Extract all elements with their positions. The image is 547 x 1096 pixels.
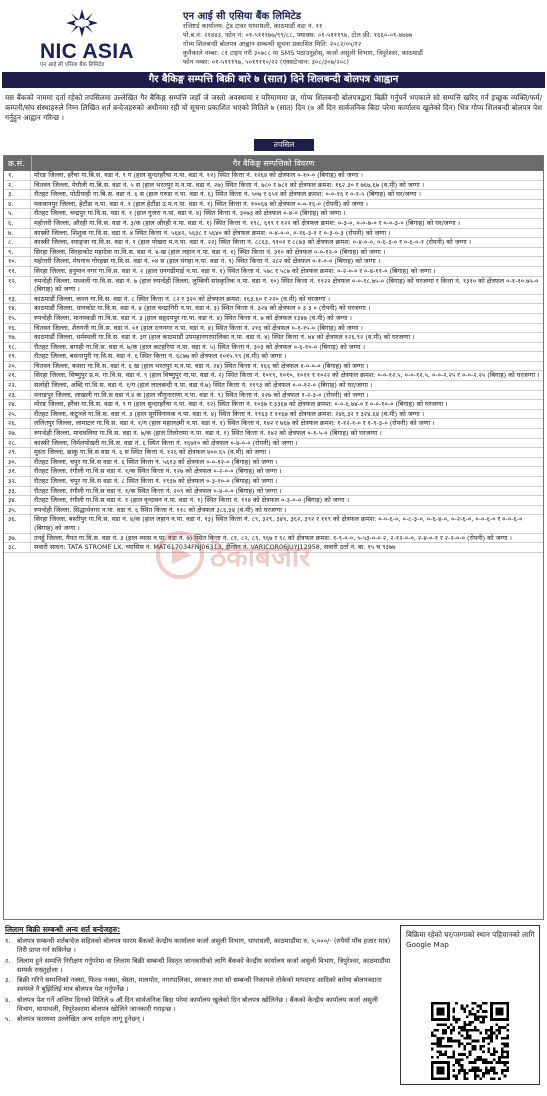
term-item — [5, 1015, 395, 1024]
term-text: बोलपत्र पेश गर्ने अन्तिम दिनको मितिले ७ औं दिन सार्वजनिक बिदा परेमा कार्यालय खुलेको दिन बोलपत्र खोलिनेछ । बैंकको केन्द्रीय कार्यालय कर्जा असुली विभाग, थापाथली, त्रिपुरेश्वरमा बोलपत्र खोलिने जानकारी गराइन्छ । — [17, 995, 378, 1014]
row-serial: १४. — [4, 304, 31, 313]
row-serial: ३५. — [4, 506, 31, 515]
row-description: सिरहा जिल्ला, विष्णुपुर प्र.म. गा.वि.स. वडा नं. ९ (हाल विष्णुपुर गा.पा. वडा नं. २) स्थित कित्ता नं. १०१९, १०१०, १०११ र १०२२ को क्षेत्रफल क्रमश: ०-०-१२.५, ०-०-१२.५, ०-०-२.२५ र ०-०-२.२५ (बिगाह) को घरजग्गा । — [34, 371, 540, 380]
table-row — [4, 515, 543, 533]
row-serial: २२. — [4, 381, 31, 390]
table-header — [4, 156, 543, 171]
row-serial: १२. — [4, 277, 31, 294]
row-description: सवारी साधन: TATA STROME LX, च्यासिस नं. MAT617034FNJ06313, ईन्जिन नं. VARICOR06JUYJ12958, सवारी दर्ता नं. बा. १५ च ९३७७ — [34, 543, 396, 552]
row-serial: ६. — [4, 219, 31, 228]
row-description: सिरहा जिल्ला, सिरहाकोट महादेवा गा.वि.स. वडा नं. ४-ख (हाल लहान न.पा. वडा नं. १) स्थित कित्ता नं. ३१० को क्षेत्रफल ०-०-१२-० (बिगाह) को जग्गा । — [34, 247, 386, 256]
intro-paragraph: यस बैंकको नाममा दर्ता रहेको तपसिलमा उल्लेखित गैर बैकिङ्ग सम्पत्ति जहाँ जे जस्तो अवस्थामा र परिमाणमा छ, गोप्य शिलबन्दी बोलपत्रद्वारा बिक्री गर्नुपर्ने भएकाले सो सम्पत्ति खरिद गर्न इच्छुक व्यक्ति/फर्म/कम्पनी/संघ संस्थाहरुले निम्न लिखित शर्त बन्देजहरुको अधीनमा रही यो सूचना प्रकाशित भएको मितिले ७ (सात) दिन (७ औं दिन सार्वजनिक बिदा परेमा कार्यालय खुलेको दिन) भित्र गोप्य शिलबन्दी बोलपत्र पेश गर्नुहुन आह्वान गरिन्छ । — [5, 93, 542, 123]
table-row — [4, 381, 543, 391]
row-description: काठमाडौं जिल्ला, धर्मस्थली गा.वि.स. वडा नं. ३ग (हाल काठमाडौं उपमहानगरपालिका न.पा. वडा नं. ४) स्थित कित्ता नं. ७४ को क्षेत्रफल १२६.९२ (व.मी) को घरजग्गा । — [34, 333, 415, 342]
table-row — [4, 506, 543, 516]
term-number: ५. — [5, 1015, 11, 1024]
row-serial: १०. — [4, 257, 31, 266]
term-number: १. — [5, 937, 11, 945]
header-line: फोन नम्बर: ०१-५१११९७, ५०१९११०/२२ (एक्सटेन्सन: ३०८/३०७/२०८) — [183, 58, 349, 66]
row-serial: १. — [4, 171, 31, 180]
row-description: मुस्ता जिल्ला, छाकु गा.वि.स वडा नं. ६ स स्थित कित्ता नं. १२६ को क्षेत्रफल ४००.६५ (व.मी) को जग्गा । — [34, 448, 271, 457]
logo-text: NIC ASIA — [40, 40, 134, 63]
term-number: ३. — [5, 976, 11, 985]
terms-list — [5, 937, 395, 1026]
table-row — [4, 238, 543, 248]
term-text: बिक्री गरिने सम्पत्तिको नक्सा, फिल्ड नक्सा, श्रेस्ता, मालपोत, नगरपालिका, सरकार तथा सो सम्बन्धी निकायले तोकेको मापदण्ड आदिको बारेमा बोलपत्रदाता स्वयम्ले नै बुझिलिई मात्र बोलपत्र पेश गर्नुपर्नेछ । — [17, 976, 382, 994]
table-row — [4, 295, 543, 305]
row-serial: ३४. — [4, 496, 31, 505]
row-description: रौतहट जिल्ला, चन्द्रपुर गा.वि.स. वडा नं. १ (हाल गुजरा न.पा. वडा नं. ४) स्थित कित्ता नं. ३०७३ को क्षेत्रफल ०-४-० (बिगाह) को जग्गा । — [34, 209, 346, 218]
table-row — [4, 477, 543, 487]
row-serial: २. — [4, 181, 31, 190]
table-body — [4, 171, 543, 553]
row-serial: ७. — [4, 229, 31, 238]
bank-name: एन आई सी एसिया बैंक लिमिटेड — [183, 11, 301, 22]
row-serial: १६. — [4, 324, 31, 333]
row-description: मोरङ जिल्ला, हरैंचा गा.बि.स. वडा नं. ९ ग (हाल सुन्दरहरैंचा न.पा. वडा नं. १२) स्थित कित्ता नं. १२६४ को क्षेत्रफल ०-१०-० (बिगाह) को जग्गा । — [34, 171, 363, 179]
row-serial: १३. — [4, 295, 31, 304]
row-description: महोत्तरी जिल्ला, औरही गा.वि.स. वडा नं. ३/क (हाल औरही न.पा. वडा नं. १) स्थित कित्ता नं. १९८, ६१९ र १२२ को क्षेत्रफल क्रमश: ०-३-०, ०-०-७-० र ०-०-३-० (बिगाह) को घर/जग्गा । — [34, 218, 461, 227]
term-number: २. — [5, 956, 11, 965]
table-row — [4, 209, 543, 219]
row-description: काठमाडौं जिल्ला, कपन गा.वि.स. वडा नं. ८ स्थित कित्ता नं. ८२ र ३२० को क्षेत्रफल क्रमश: १६३.६० र २२० (व.मी) को घरजग्गा । — [34, 294, 331, 303]
table-row — [4, 448, 543, 458]
table-row — [4, 200, 543, 210]
row-serial: १५. — [4, 314, 31, 323]
row-serial: ५. — [4, 209, 31, 218]
row-description: रौतहट जिल्ला, कटुञ्जे गा.वि.स. वडा नं. ३ (हाल सूर्यविनायक न.पा. वडा नं. ४) स्थित कित्ता नं. ११६३ र ११६७ को क्षेत्रफल क्रमश: २४६.३२ र ३२४.६४ (व.मी) को जग्गा । — [34, 409, 425, 418]
row-serial: १७. — [4, 333, 31, 342]
row-description: रुपन्देही जिल्ला, मानपकडी गा.वि.स. वडा नं. ३ (हाल सहृदयपुर गा.पा. वडा नं. ४) स्थित कित्ता नं. ७ को क्षेत्रफल १३४७ (व.मी) को जग्गा । — [34, 313, 352, 322]
row-serial: ८. — [4, 238, 31, 247]
header-line: पो.ब.नं: २१४४३, फोन नं: ०१-५१११७७/९९/८८, फ्याक्स: ०१-५१११९७, टोल फ्री: १६६०-०१-७७७७ — [183, 31, 413, 39]
row-description: कास्की जिल्ला, स्याङ्जा गा.वि.स. वडा नं. १ (हाल पोखरा म.न.पा. वडा नं. २२) स्थित कित्ता नं. ८८६३, ९१०२ र ८८७३ को क्षेत्रफल क्रमश: ०-४-०-०, ०-६-३-० र ०-६-०-१ (रोपनी) को जग्गा । — [34, 238, 472, 247]
table-row — [4, 277, 543, 295]
table-row — [4, 400, 543, 410]
table-row — [4, 543, 543, 553]
row-serial: २६. — [4, 419, 31, 428]
row-serial: २७. — [4, 429, 31, 438]
header-line: गोप्य शिलबन्दी बोलपत्र आह्वान सम्बन्धी सूचना प्रकाशित मिति: २०८२/०५/१२ — [183, 40, 362, 48]
row-serial: ११. — [4, 267, 31, 276]
table-row — [4, 343, 543, 353]
row-description: रौतहट जिल्ला, बसन्तपुरी गा.वि.स. वडा नं. ६ स्थित कित्ता नं. ६८७७ को क्षेत्रफल १०१५.९९ (व.मी) को जग्गा । — [34, 352, 287, 361]
row-description: ललितपुर जिल्ला, लामाटार गा.वि.स. वडा नं. १/ग (हाल महालक्ष्मी न.पा. वडा नं. १) स्थित कित्ता नं. १४२ र ७६७ को क्षेत्रफल क्रमश: १-१२-१-० र १-९-३-० (रोपनी) को जग्गा । — [34, 419, 435, 428]
notice-title: गैर बैकिङ्ग सम्पत्ति बिक्री बारे ७ (सात) दिने शिलबन्दी बोलपत्र आह्वान — [2, 72, 545, 88]
row-serial: २९. — [4, 448, 31, 457]
table-row — [4, 419, 543, 429]
table-row — [4, 219, 543, 229]
table-row — [4, 181, 543, 191]
row-serial: ४. — [4, 200, 31, 209]
row-description: रौतहट जिल्ला, रंगौली गा.वि.स वडा नं. १/क स्थित कित्ता नं. १२७ को क्षेत्रफल ०-२-०-० (बिगाह) को जग्गा । — [34, 467, 282, 476]
row-serial: १८. — [4, 343, 31, 352]
table-row — [4, 352, 543, 362]
row-description: रुपन्देही जिल्ला, मधवली गा.वि.स. वडा नं. ७ (हाल रुपन्देही जिल्ला, लुम्बिनी सांस्कृतिक न.पा. वडा नं. १०) स्थित कित्ता नं. ११२२ क्षेत्रफल ०-०-१८.७५-० (बिगाह) को घरजग्गा र कित्ता नं. १३१० को क्षेत्रफल ०-१-१०.७५-० (बिगाह) को जग्गा । — [34, 276, 539, 294]
term-text: बोलपत्र सम्बन्धी शर्तबन्देज सहितको बोलपत्र फारम बैंकको केन्द्रीय कार्यालय कर्जा असुली विभाग, थापाथली, काठमाडौंमा रु. ५,०००/- (रुपैयाँ पाँच हजार मात्र) तिरी प्राप्त गर्न सकिनेछ । — [17, 937, 391, 955]
row-description: रुपन्देही जिल्ला, सिद्धार्थनगर न.पा. वडा नं. ६ स्थित कित्ता नं. ११८ को क्षेत्रफल ३८६.३४ (व.मी) को घरजग्गा । — [34, 505, 287, 514]
table-row — [4, 534, 543, 544]
col-header-serial: क्र.सं. — [8, 159, 25, 168]
table-row — [4, 190, 543, 200]
term-item — [5, 937, 395, 956]
qr-box — [400, 925, 540, 1085]
term-number: ४. — [5, 995, 11, 1004]
table-row — [4, 458, 543, 468]
terms-title: लिलाम बिक्री सम्बन्धी अन्य शर्त बन्देजहरु: — [5, 925, 121, 934]
header — [0, 0, 547, 72]
row-serial: २०. — [4, 362, 31, 371]
row-description: तनहुँ जिल्ला, गैयत गा.वि.स. वडा नं. ३ (हाल व्यास न.पा. वडा नं. ७) स्थित कित्ता नं. ८१, ८२, ८९, ९६७ र ९८ को क्षेत्रफल क्रमश: १-९-०-०, ५-५३-०-० २, २-१२-०-०, २-४-०-१ र २-२-०-० (रोपनी) को जग्गा । — [34, 533, 512, 542]
row-serial: २३. — [4, 391, 31, 400]
nic-asia-star-logo-icon — [62, 8, 102, 38]
table-row — [4, 248, 543, 258]
row-description: रौतहट जिल्ला, पोठीयाही गा.बि.स. वडा नं. ६ स (हाल गरुडा न.पा. वडा नं. ६) स्थित कित्ता नं. ५०७ र ६५१ को क्षेत्रफल क्रमश: ०-०-१६ र ०-१-५ (बिगाह) को घर/जग्गा । — [34, 190, 421, 199]
row-description: मोरङ जिल्ला, हरैंचा गा.वि.स. वडा नं. ९ ग (हाल सुन्दरहरैंचा न.पा. वडा नं. १२) स्थित कित्ता नं. १०३७ र ३३६७ को क्षेत्रफल क्रमश: ०-०-६.७४-० र ०-०-१०-० (बिगाह) को घरजग्गा । — [34, 400, 448, 409]
table-row — [4, 410, 543, 420]
row-description: रौतहट जिल्ला, चपुर गा.वि.स वडा नं. ८ स्थित कित्ता नं. ११३७ को क्षेत्रफल ०-३-१०-० (बिगाह) को जग्गा । — [34, 477, 278, 485]
row-serial: २४. — [4, 400, 31, 409]
term-item — [5, 976, 395, 995]
table-row — [4, 229, 543, 239]
row-description: चितवन जिल्ला, कसरा गा.वि.स. वडा नं. ६ ख (हाल भरतपुर म.न.पा. वडा नं. २४) स्थित कित्ता नं. १६६ को क्षेत्रफल १-०-०-० (बिगाह) को जग्गा । — [34, 361, 369, 370]
google-map-qr-code-icon[interactable] — [431, 1002, 509, 1080]
table-row — [4, 487, 543, 497]
table-row — [4, 257, 543, 267]
row-description: सर्लाही जिल्ला, अब्दि गा.वि.स. वडा नं. १/ग (हाल लालबन्दी न.पा. वडा नं.७) स्थित कित्ता नं. ११९३ को क्षेत्रफल ०-०-१२-० (बिगाह) को घर/जग्गा । — [34, 381, 373, 390]
table-row — [4, 391, 543, 401]
row-serial: ९. — [4, 248, 31, 257]
logo-subtitle: एन आई सी एसिया बैंक लिमिटेड — [40, 62, 105, 68]
header-divider — [31, 156, 32, 171]
row-description: मनाङपुर जिल्ला, लाखली गा.वि.स वडा नं.४ क (हाल चौगुनाराणा न.पा. वडा नं. ९) स्थित कित्ता नं. २२७ को क्षेत्रफल १-२-३-० (रोपनी) को जग्गा । — [34, 390, 369, 399]
term-text: लिलाम हुने सम्पत्ति निरीक्षण गर्नुपरेमा वा लिलाम बिक्री सम्बन्धी विस्तृत जानकारीको लागि बैंकको केन्द्रीय कार्यालय कर्जा असुली विभाग, त्रिपुरेश्वर, काठमाडौंमा सम्पर्क राख्नुहोला । — [17, 956, 391, 974]
row-description: सिरहा जिल्ला, हनुमान नगर गा.वि.स. वडा नं. २ (हाल धनगढीमाई न.पा. वडा नं. १) स्थित कित्ता नं. ५७८ र ५८७ को क्षेत्रफल क्रमश: ०-२-०-० र ०-४-११-० (बिगाह) को जग्गा । — [34, 266, 436, 275]
watermark-text: ठेकाबजार — [210, 540, 311, 573]
row-description: महोत्तरी जिल्ला, मेघनाथ गोरहन्ना गा.वि.स. वडा नं. ०४ स (हाल मंगहा न.पा. वडा नं. ९) स्थित कित्ता नं. २८२ को क्षेत्रफल ०-१-०-० (बिगाह) को जग्गा । — [34, 257, 381, 266]
row-description: रौतहट जिल्ला, बगाही गा.वि.स. वडा नं. ७/क (हाल कटहरिया न.पा. वडा नं. ५) स्थित कित्ता नं. ३०३ को क्षेत्रफल ०-६-१०-० (बिगाह) को जग्गा । — [34, 342, 366, 351]
table-row — [4, 267, 543, 277]
term-text: बोलपत्र फारममा उल्लेखित अन्य शर्तहरु लागू हुनेछन् । — [17, 1015, 145, 1024]
term-item — [5, 957, 395, 976]
row-serial: ३. — [4, 190, 31, 199]
row-serial: ३०. — [4, 458, 31, 467]
row-description: मकवानपुर जिल्ला, हेटौंडा न.पा. वडा नं. १ (हाल हेटौंडा उ.म.न.पा. वडा नं. १) स्थित कित्ता नं. १००६४ को क्षेत्रफल ०-०-१६-० (रोपनी) को जग्गा । — [34, 199, 368, 208]
asset-table — [3, 155, 544, 920]
table-row — [4, 304, 543, 314]
row-description: रुपन्देही जिल्ला, माधवलिया गा.वि.स. वडा नं. ७/क (हाल तिलोत्तमा न.पा. वडा नं. १) स्थित कित्ता नं. १४२ को क्षेत्रफल ०-१-५-० (बिगाह) को घरजग्गा । — [34, 429, 382, 438]
row-serial: १९. — [4, 352, 31, 361]
row-serial: ३३. — [4, 487, 31, 496]
qr-caption: बिक्रिमा रहेको घर/जग्गाको स्थान पहिचानको लागि Google Map — [406, 930, 535, 949]
row-description: रौतहट जिल्ला, चपुर गा.वि.स वडा नं. ६ स्थित कित्ता नं. ५६१३ को क्षेत्रफल ०-०-१२-० (बिगाह) को जग्गा । — [34, 457, 278, 466]
row-serial: २८. — [4, 439, 31, 448]
term-item — [5, 996, 395, 1015]
table-row — [4, 496, 543, 506]
row-serial: २५. — [4, 410, 31, 419]
row-serial: ३८. — [4, 543, 31, 552]
table-row — [4, 439, 543, 449]
table-row — [4, 467, 543, 477]
row-description: कास्की जिल्ला, शिशुवा गा.वि.स. वडा नं. ४ स्थित कित्ता नं. ५६४२, ५६३८ र ५६४० को क्षेत्रफल क्रमश: ०-४-०-०, ०-१६-३-१ र ०-३-०-३ (रोपनी) को जग्गा । — [34, 228, 391, 237]
table-row — [4, 333, 543, 343]
col-header-description: गैर बैकिङ्ग सम्पत्तिको विवरण — [232, 159, 315, 168]
row-description: रौतहट जिल्ला, रंगौली गा.वि.स वडा नं. १ (हाल वृन्दावन न.पा. वडा नं. १) स्थित कित्ता नं. १९४ को क्षेत्रफल ०-३-०-० (बिगाह) को जग्गा । — [34, 496, 350, 505]
row-description: सिरहा जिल्ला, बस्तीपुर गा.वि.स. वडा नं. ४/क (हाल लहान न.पा. वडा नं. १३) स्थित कित्ता नं. ८९, ३२९, ३४९, ३६२, ३९२ र ११९ को क्षेत्रफल क्रमश: ०-०-६-०, ०-८-३-०, ०-६-४-०, ०-२-६-०, ०-०-६-० र ०-०-६-० (बिगाह) को जग्गा । — [34, 515, 523, 532]
table-row — [4, 324, 543, 334]
row-description: कास्की जिल्ला, निर्मलपोखरी गा.वि.स. वडा नं. ६ स्थित कित्ता नं. १६७१० को क्षेत्रफल ०-४-०-० (रोपनी) को जग्गा । — [34, 438, 298, 447]
row-serial: ३२. — [4, 477, 31, 486]
table-row — [4, 314, 543, 324]
table-row — [4, 429, 543, 439]
header-line: रजिष्टर्ड कार्यालय: ट्रेड टावर थापाथली, काठमाडौं वडा नं. ११ — [183, 22, 323, 30]
row-description: काठमाडौं जिल्ला, थानकोट गा.वि.स. वडा नं. ४ (हाल चन्द्रागिरी न.पा. वडा नं. ३) स्थित कित्ता नं. ३२४ को क्षेत्रफल ० ३ ३ ० (रोपनी) को घरजग्गा । — [34, 304, 371, 313]
row-description: रौतहट जिल्ला, रंगौली गा.वि.स वडा नं. १/क स्थित कित्ता नं. २०९ को क्षेत्रफल ०-४-०-० (बिगाह) को जग्गा । — [34, 486, 282, 495]
header-line: कुनैकाले नम्बर: ८१ टाइप गरी ३०७८८ मा SMS पठाउनुहोस्, कर्जा असुली विभाग, त्रिपुरेश्वर, काठमाडौं — [183, 49, 423, 57]
table-row — [4, 362, 543, 372]
row-serial: २१. — [4, 371, 31, 380]
schedule-label: तपसिल — [254, 139, 314, 151]
row-description: चितवन जिल्ला, मेघौली गा.बि.स. वडा नं. ५ स (हाल भरतपुर म.न.पा. वडा नं. २७) स्थित कित्ता नं. ७८० र ७८१ को क्षेत्रफल क्रमश: १६२.३० र ७६७.६७ (व.मी) को जग्गा । — [34, 180, 425, 189]
table-row — [4, 371, 543, 381]
table-row — [4, 171, 543, 181]
row-serial: ३७. — [4, 534, 31, 543]
row-description: चितवन जिल्ला, शैरुगनी गा.वि.स. वडा नं. ०१ (हाल रत्ननगर न.पा. वडा नं. ४) स्थित कित्ता नं. २१६ को क्षेत्रफल ०-१-१५-० (बिगाह) को जग्गा । — [34, 323, 363, 332]
row-serial: ३१. — [4, 467, 31, 476]
row-serial: ३६. — [4, 515, 31, 532]
